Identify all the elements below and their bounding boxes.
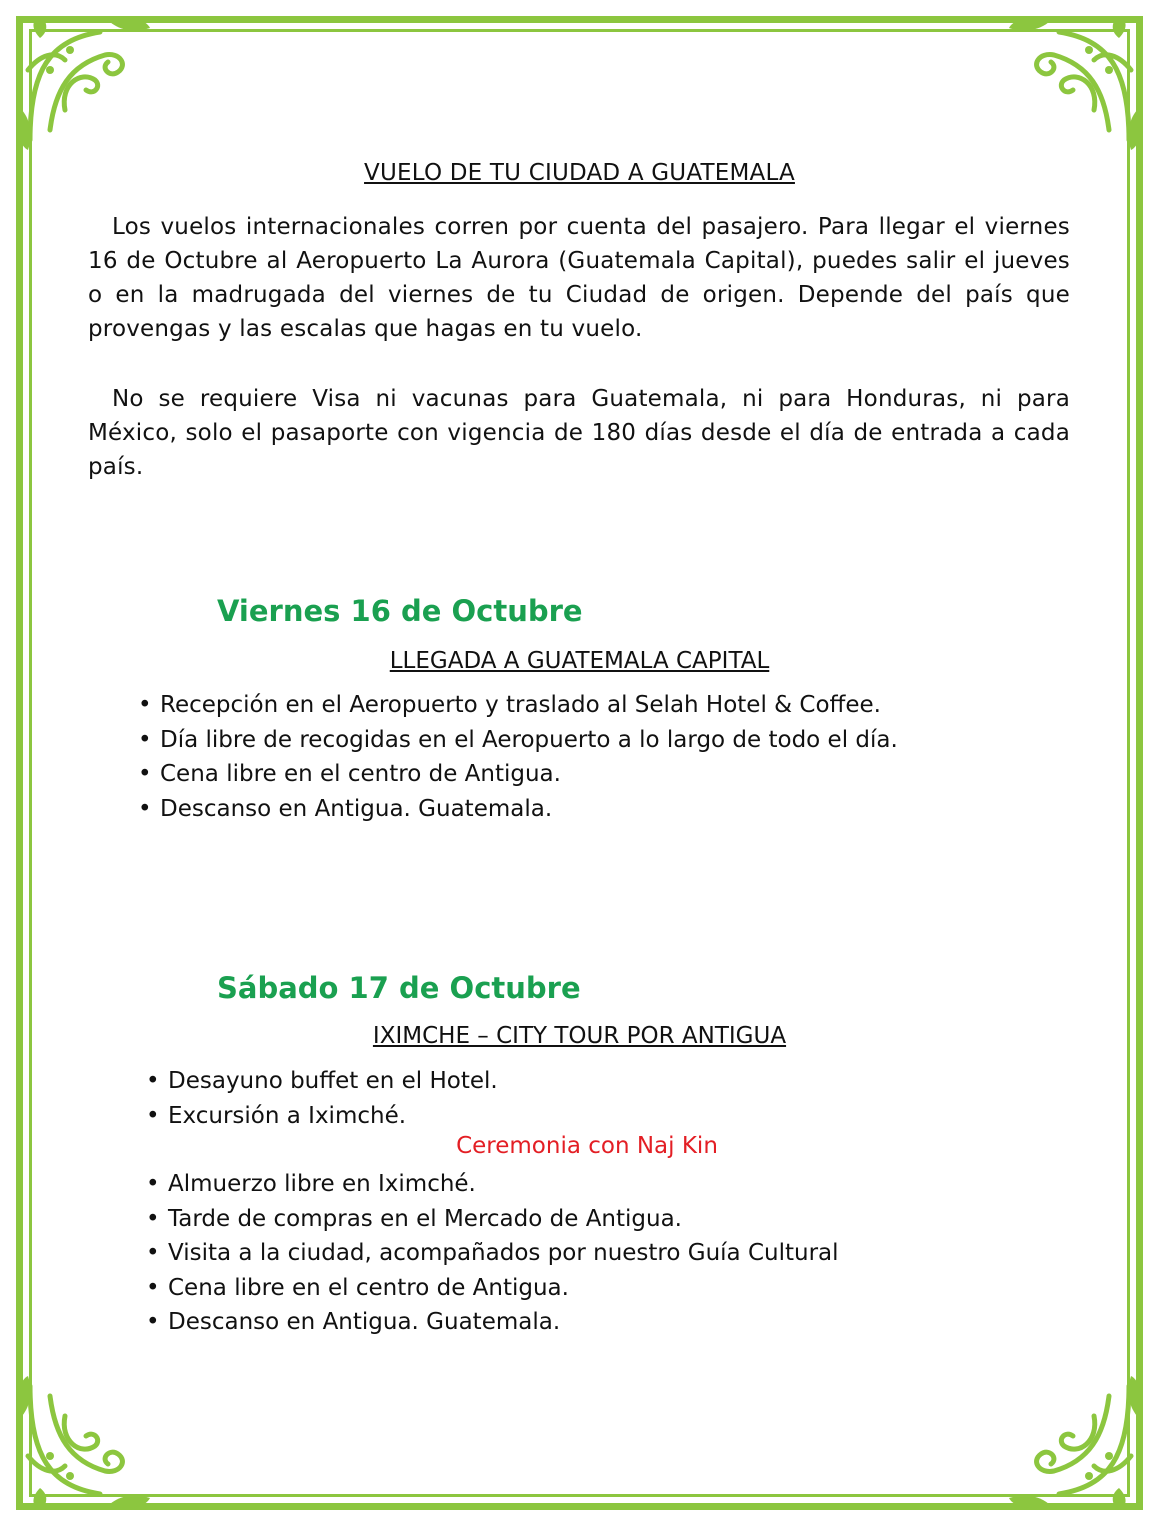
list-item-text: Cena libre en el centro de Antigua. bbox=[160, 761, 561, 787]
list-item-text: Descanso en Antigua. Guatemala. bbox=[168, 1309, 561, 1335]
itinerary-list-day2-afternoon bbox=[146, 1167, 839, 1340]
list-item bbox=[138, 723, 898, 758]
paragraph-visa-text: No se requiere Visa ni vacunas para Guatemala, ni para Honduras, ni para México, solo el pasaporte con vigencia de 180 días desde el día de entrada a cada país. bbox=[88, 386, 1070, 480]
list-item bbox=[138, 688, 898, 723]
list-item bbox=[146, 1064, 498, 1099]
list-item bbox=[138, 757, 898, 792]
list-item-text: Desayuno buffet en el Hotel. bbox=[168, 1068, 498, 1094]
paragraph-visa bbox=[88, 382, 1070, 484]
section-title-flight: VUELO DE TU CIUDAD A GUATEMALA bbox=[364, 160, 795, 186]
paragraph-flights bbox=[88, 210, 1070, 346]
bullet-icon: • bbox=[146, 1205, 160, 1232]
bullet-icon: • bbox=[146, 1068, 160, 1094]
ornament-corner-icon bbox=[10, 10, 160, 160]
list-item-text: Almuerzo libre en Iximché. bbox=[168, 1171, 476, 1197]
ornament-corner-icon bbox=[999, 10, 1149, 160]
paragraph-flights-text: Los vuelos internacionales corren por cuenta del pasajero. Para llegar el viernes 16 de Octubre al Aeropuerto La Aurora (Guatemala Capital), puedes salir el jueves o en la madrugada del viernes de tu Ciudad de origen. Depende del país que provengas y las escalas que hagas en tu vuelo. bbox=[88, 214, 1070, 342]
itinerary-list-day2-morning bbox=[146, 1064, 498, 1133]
bullet-icon: • bbox=[146, 1102, 160, 1129]
list-item bbox=[146, 1202, 839, 1237]
day-heading-friday: Viernes 16 de Octubre bbox=[217, 594, 583, 628]
ceremony-highlight: Ceremonia con Naj Kin bbox=[456, 1133, 718, 1159]
list-item-text: Excursión a Iximché. bbox=[168, 1102, 407, 1129]
ornament-corner-icon bbox=[999, 1366, 1149, 1516]
list-item bbox=[146, 1099, 498, 1134]
bullet-icon: • bbox=[146, 1309, 160, 1335]
ornament-corner-icon bbox=[10, 1366, 160, 1516]
list-item-text: Día libre de recogidas en el Aeropuerto a lo largo de todo el día. bbox=[160, 726, 898, 753]
bullet-icon: • bbox=[146, 1171, 160, 1197]
day-subtitle-arrival: LLEGADA A GUATEMALA CAPITAL bbox=[389, 648, 770, 674]
bullet-icon: • bbox=[138, 726, 152, 753]
bullet-icon: • bbox=[138, 761, 152, 787]
itinerary-list-day1 bbox=[138, 688, 898, 826]
bullet-icon: • bbox=[146, 1240, 160, 1266]
list-item-text: Tarde de compras en el Mercado de Antigua. bbox=[168, 1205, 682, 1232]
list-item-text: Recepción en el Aeropuerto y traslado al Selah Hotel & Coffee. bbox=[160, 692, 881, 718]
bullet-icon: • bbox=[138, 692, 152, 718]
bullet-icon: • bbox=[138, 795, 152, 822]
day-subtitle-tour: IXIMCHE – CITY TOUR POR ANTIGUA bbox=[372, 1023, 787, 1049]
list-item bbox=[146, 1236, 839, 1271]
bullet-icon: • bbox=[146, 1274, 160, 1301]
list-item bbox=[138, 792, 898, 827]
list-item bbox=[146, 1271, 839, 1306]
list-item-text: Visita a la ciudad, acompañados por nuestro Guía Cultural bbox=[168, 1240, 839, 1266]
list-item-text: Cena libre en el centro de Antigua. bbox=[168, 1274, 569, 1301]
list-item bbox=[146, 1167, 839, 1202]
day-heading-saturday: Sábado 17 de Octubre bbox=[217, 971, 581, 1005]
list-item bbox=[146, 1305, 839, 1340]
list-item-text: Descanso en Antigua. Guatemala. bbox=[160, 795, 553, 822]
